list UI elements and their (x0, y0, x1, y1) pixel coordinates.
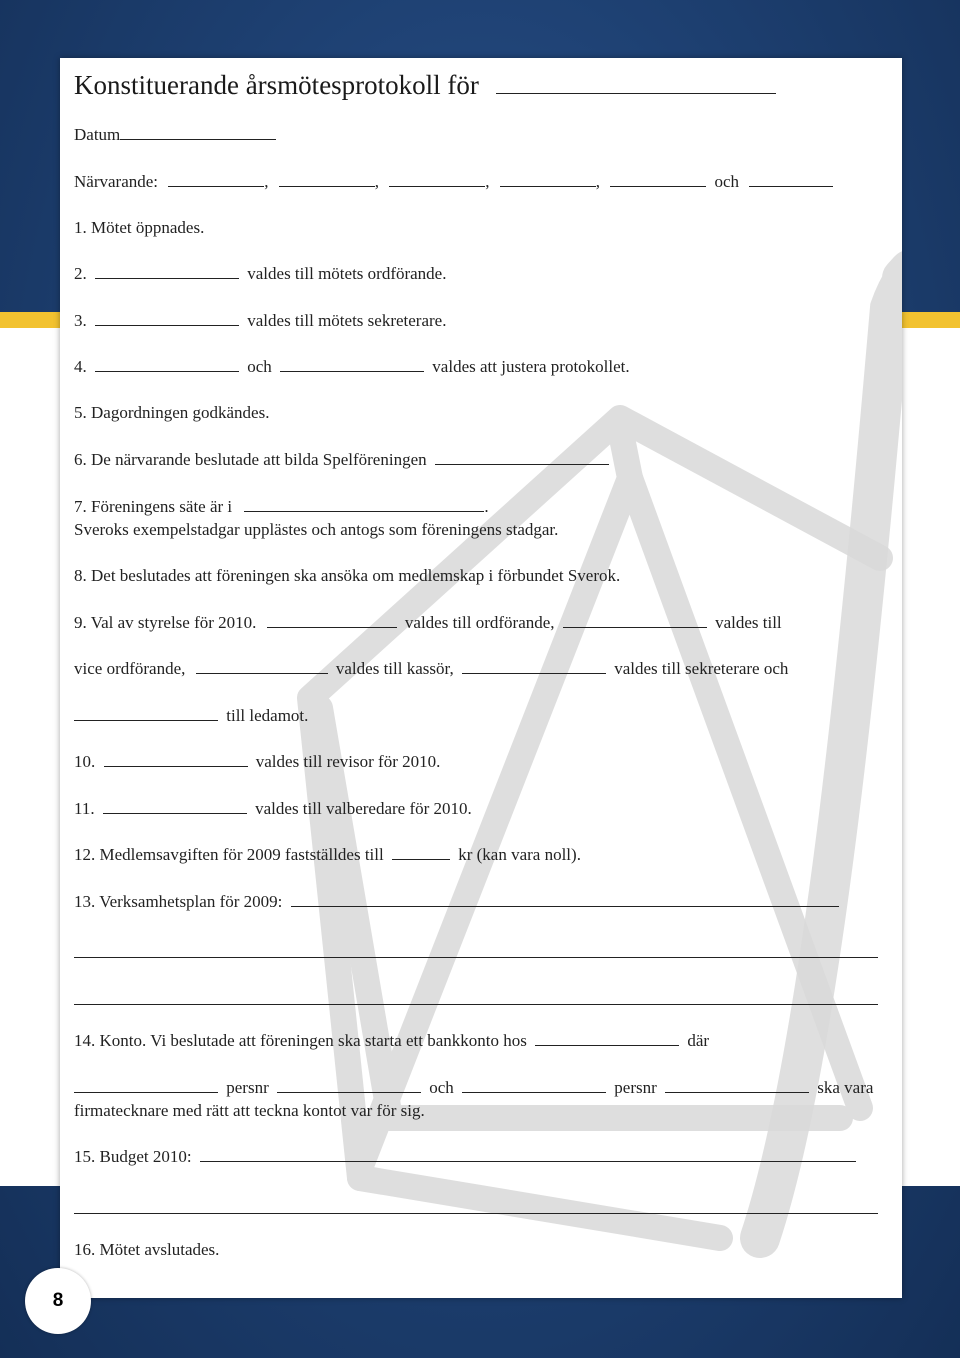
attendee-field[interactable] (279, 172, 375, 187)
comma: , (595, 172, 601, 191)
item-16: 16. Mötet avslutades. (74, 1240, 220, 1259)
item-text: vice ordförande, (74, 659, 186, 678)
association-name-field[interactable] (496, 69, 776, 94)
item-number: 3. (74, 311, 87, 330)
date-field[interactable] (120, 125, 276, 140)
date-label: Datum (74, 125, 121, 144)
item-13 (74, 891, 839, 913)
item-5: 5. Dagordningen godkändes. (74, 403, 270, 422)
item-text: kr (kan vara noll). (458, 845, 581, 864)
item-7-statutes: Sveroks exempelstadgar upplästes och antogs som föreningens stadgar. (74, 520, 559, 539)
item-text: valdes till mötets sekreterare. (247, 311, 447, 330)
item-2 (74, 263, 446, 285)
attendees-label: Närvarande: (74, 172, 159, 191)
item-text: 13. Verksamhetsplan för 2009: (74, 892, 283, 911)
item-9 (74, 612, 782, 634)
item-11 (74, 798, 472, 820)
item-14-authority: firmatecknare med rätt att teckna kontot var för sig. (74, 1101, 425, 1120)
item-9-cont (74, 658, 788, 680)
attendee-field[interactable] (500, 172, 596, 187)
item-text: valdes till valberedare för 2010. (255, 799, 472, 818)
item-10 (74, 751, 440, 773)
personal-number-field[interactable] (665, 1078, 809, 1093)
attendee-field[interactable] (168, 172, 264, 187)
item-number: 2. (74, 264, 87, 283)
item-6 (74, 449, 609, 471)
item-text: valdes till mötets ordförande. (247, 264, 447, 283)
auditor-field[interactable] (104, 752, 248, 767)
attendee-field[interactable] (749, 172, 833, 187)
activity-plan-line[interactable] (74, 1004, 878, 1005)
item-3 (74, 310, 446, 332)
page-number-badge (25, 1268, 91, 1334)
item-number: 4. (74, 357, 87, 376)
date-row (74, 124, 276, 146)
comma: , (485, 172, 490, 191)
item-8: 8. Det beslutades att föreningen ska ansöka om medlemskap i förbundet Sverok. (74, 566, 621, 585)
item-15 (74, 1146, 856, 1168)
document-page (60, 58, 902, 1298)
adjuster-field[interactable] (280, 357, 424, 372)
fee-field[interactable] (392, 845, 450, 860)
page-title: Konstituerande årsmötesprotokoll för (74, 70, 479, 100)
comma: , (264, 172, 269, 191)
budget-field[interactable] (200, 1147, 856, 1162)
attendee-field[interactable] (389, 172, 485, 187)
activity-plan-field[interactable] (291, 892, 839, 907)
item-text: valdes till (715, 613, 782, 632)
item-number: 11. (74, 799, 95, 818)
och-label: och (429, 1078, 454, 1097)
och-label: och (247, 357, 272, 376)
seat-field[interactable] (244, 497, 484, 512)
item-text: 7. Föreningens säte är i (74, 497, 233, 516)
item-text: till ledamot. (226, 706, 309, 725)
item-12 (74, 844, 581, 866)
item-number: 10. (74, 752, 96, 771)
attendees-row (74, 171, 833, 193)
item-text: 15. Budget 2010: (74, 1147, 192, 1166)
item-7 (74, 496, 489, 518)
item-14-signers (74, 1077, 873, 1099)
item-text: 6. De närvarande beslutade att bilda Spelföreningen (74, 450, 427, 469)
item-9-member (74, 705, 308, 727)
item-text: valdes till revisor för 2010. (255, 752, 441, 771)
signatory-field[interactable] (462, 1078, 606, 1093)
och-label: och (714, 172, 740, 191)
club-name-field[interactable] (435, 450, 609, 465)
item-4 (74, 356, 630, 378)
item-1: 1. Mötet öppnades. (74, 218, 205, 237)
title-row (74, 68, 776, 102)
item-text: valdes till kassör, (335, 659, 454, 678)
chairman-field[interactable] (267, 613, 397, 628)
nomination-field[interactable] (103, 799, 247, 814)
member-field[interactable] (74, 706, 218, 721)
item-text: persnr (226, 1078, 269, 1097)
item-text: valdes att justera protokollet. (432, 357, 630, 376)
adjuster-field[interactable] (95, 357, 239, 372)
item-14 (74, 1030, 709, 1052)
attendee-field[interactable] (610, 172, 706, 187)
activity-plan-line[interactable] (74, 957, 878, 958)
item-text: där (687, 1031, 710, 1050)
item-text: 9. Val av styrelse för 2010. (74, 613, 257, 632)
secretary-field[interactable] (95, 311, 239, 326)
item-text: valdes till ordförande, (404, 613, 555, 632)
item-text: 12. Medlemsavgiften för 2009 fastställdes till (74, 845, 384, 864)
item-text: 14. Konto. Vi beslutade att föreningen ska starta ett bankkonto hos (74, 1031, 527, 1050)
vice-chair-field[interactable] (563, 613, 707, 628)
item-text: persnr (614, 1078, 657, 1097)
treasurer-field[interactable] (196, 659, 328, 674)
bank-field[interactable] (535, 1031, 679, 1046)
item-text: ska vara (817, 1078, 874, 1097)
personal-number-field[interactable] (277, 1078, 421, 1093)
board-secretary-field[interactable] (462, 659, 606, 674)
item-text: valdes till sekreterare och (614, 659, 789, 678)
chair-field[interactable] (95, 264, 239, 279)
period: . (484, 497, 489, 516)
page-number: 8 (52, 1290, 64, 1311)
signatory-field[interactable] (74, 1078, 218, 1093)
comma: , (374, 172, 380, 191)
budget-line[interactable] (74, 1213, 878, 1214)
